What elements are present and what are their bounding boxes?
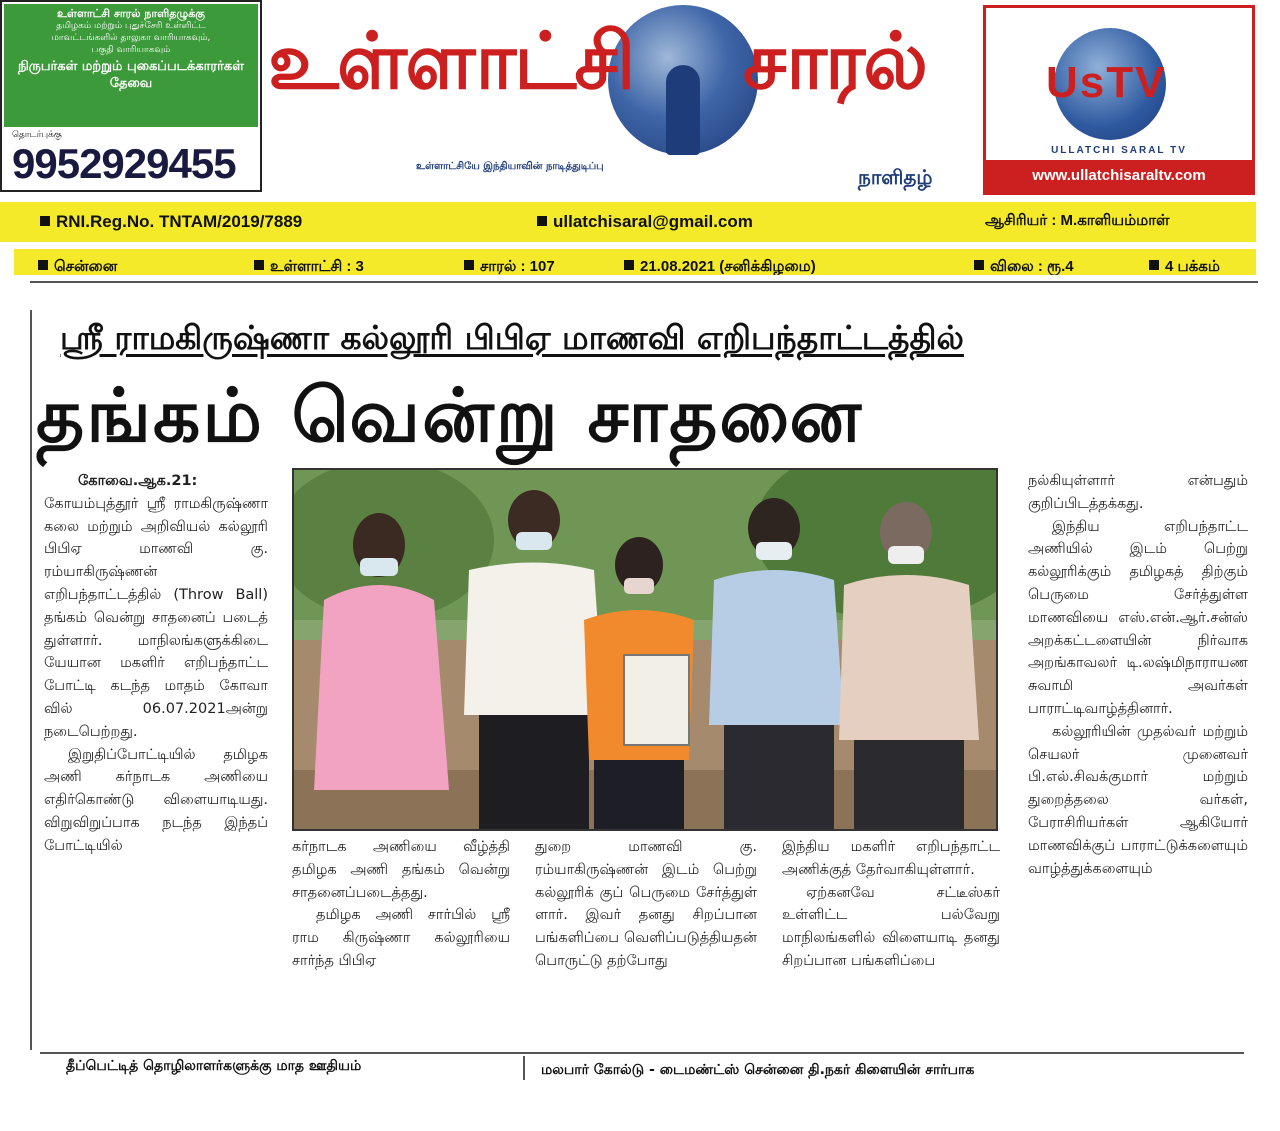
- article-photo: [292, 468, 998, 831]
- article-paragraph: நல்கியுள்ளார் என்பதும் குறிப்பிடத்தக்கது.: [1028, 473, 1248, 512]
- issue-number: சாரல் : 107: [464, 258, 555, 275]
- award-ceremony-photo: [294, 470, 996, 829]
- ad-highlight: நிருபர்கள் மற்றும் புகைப்படக்காரர்கள் தேவை: [18, 59, 244, 91]
- article-column-4: [782, 836, 1000, 973]
- article-paragraph: தமிழக அணி சார்பில் ஸ்ரீ ராம கிருஷ்ணா கல்லூரியை சார்ந்த பிபிஏ: [292, 907, 510, 969]
- article-paragraph: ஏற்கனவே சட்டீஸ்கர் உள்ளிட்ட பல்வேறு மாநிலங்களில் விளையாடி தனது சிறப்பான பங்களிப்பை: [782, 884, 1000, 969]
- article-paragraph: இந்திய எறிபந்தாட்ட அணியில் இடம் பெற்று கல்லூரிக்கும் தமிழகத் திற்கும் பெருமை சேர்த்துள்ள மாணவியை எஸ்.என்.ஆர்.சன்ஸ் அறக்கட்டளையின் நிர்வாக அறங்காவலர் டி.லஷ்மிநாராயண சுவாமி அவர்கள் பாராட்டிவாழ்த்தினார்.: [1028, 518, 1248, 717]
- bullet-square-icon: [537, 216, 547, 226]
- bullet-square-icon: [624, 260, 634, 270]
- issue-price: விலை : ரூ.4: [974, 258, 1074, 275]
- channel-logo: UsTV: [1046, 58, 1167, 107]
- article-kicker: ஸ்ரீ ராமகிருஷ்ணா கல்லூரி பிபிஏ மாணவி எறிபந்தாட்டத்தில்: [60, 318, 964, 357]
- bullet-square-icon: [464, 260, 474, 270]
- ad-line: தமிழகம் மற்றும் புதுச்சேரி உள்ளிட்ட: [56, 21, 206, 31]
- masthead-title-left: உள்ளாட்சி: [268, 17, 634, 107]
- recruitment-ad: [0, 0, 262, 192]
- bullet-square-icon: [40, 216, 50, 226]
- recruitment-ad-panel: [4, 4, 258, 127]
- ad-line: உள்ளாட்சி சாரல் நாளிதழுக்கு: [57, 7, 205, 20]
- article-paragraph: கோயம்புத்தூர் ஸ்ரீ ராமகிருஷ்ணா கலை மற்றும் அறிவியல் கல்லூரி பிபிஏ மாணவி கு. ரம்யாகிருஷ்ணன் எறிபந்தாட்டத்தில் (Throw Ball) தங்கம் வென்று சாதனைப் படைத் துள்ளார். மாநிலங்களுக்கிடை யேயான மகளிர் எறிபந்தாட்ட போட்டி கடந்த மாதம் கோவா வில் 06.07.2021அன்று நடைபெற்றது.: [44, 495, 268, 740]
- channel-name: ULLATCHI SARAL TV: [1051, 145, 1187, 156]
- article-column-2: [292, 836, 510, 973]
- issue-pages: 4 பக்கம்: [1149, 258, 1220, 275]
- article-paragraph: இந்திய மகளிர் எறிபந்தாட்ட அணிக்குத் தேர்வாகியுள்ளார்.: [782, 839, 1000, 878]
- article-column-3: [535, 836, 757, 973]
- channel-url: www.ullatchisaraltv.com: [986, 160, 1252, 192]
- registration-strip: [0, 202, 1256, 242]
- issue-strip: [14, 249, 1256, 275]
- article-paragraph: இறுதிப்போட்டியில் தமிழக அணி கர்நாடக அணியை எதிர்கொண்டு விளையாடியது. விறுவிறுப்பாக நடந்த இந்தப் போட்டியில்: [44, 746, 268, 854]
- article-dateline: கோவை.ஆக.21:: [78, 473, 198, 489]
- newspaper-masthead: [268, 5, 978, 195]
- editor-name: ஆசிரியர் : M.காளியம்மாள்: [985, 212, 1170, 229]
- next-article-headline: மலபார் கோல்டு - டைமண்ட்ஸ் சென்னை தி.நகர் கிளையின் சார்பாக: [541, 1062, 975, 1078]
- masthead-title-right: சாரல்: [743, 17, 926, 107]
- rni-number: RNI.Reg.No. TNTAM/2019/7889: [40, 212, 302, 232]
- article-paragraph: கர்நாடக அணியை வீழ்த்தி தமிழக அணி தங்கம் வென்று சாதனைப்படைத்தது.: [292, 839, 510, 901]
- page-rule: [30, 281, 1258, 283]
- contact-phone: 9952929455: [12, 140, 236, 187]
- column-rule: [523, 1056, 525, 1080]
- email-address: ullatchisaral@gmail.com: [537, 212, 753, 232]
- bullet-square-icon: [974, 260, 984, 270]
- ad-line: பகுதி வாரியாகவும்: [91, 45, 171, 55]
- column-rule: [30, 310, 32, 1050]
- next-article-headline: தீப்பெட்டித் தொழிலாளர்களுக்கு மாத ஊதியம்: [66, 1058, 362, 1074]
- masthead-daily-label: நாளிதழ்: [858, 165, 933, 189]
- bullet-square-icon: [254, 260, 264, 270]
- issue-date: 21.08.2021 (சனிக்கிழமை): [624, 258, 816, 275]
- bullet-square-icon: [38, 260, 48, 270]
- tv-channel-ad: [983, 5, 1255, 195]
- section-rule: [40, 1052, 1244, 1054]
- article-paragraph: துறை மாணவி கு. ரம்யாகிருஷ்ணன் இடம் பெற்று கல்லூரிக் குப் பெருமை சேர்த்துள் ளார். இவர் தனது சிறப்பான பங்களிப்பை வெளிப்படுத்தியதன் பொருட்டு தற்போது: [535, 839, 757, 969]
- bullet-square-icon: [1149, 260, 1159, 270]
- masthead-tagline: உள்ளாட்சியே இந்தியாவின் நாடித்துடிப்பு: [416, 161, 604, 172]
- issue-city: சென்னை: [38, 258, 117, 275]
- contact-label: தொடர்புக்கு: [12, 130, 62, 140]
- ad-line: மாவட்டங்களில் தாலுகா வாரியாகவும்,: [51, 33, 211, 43]
- pen-nib-icon: [666, 65, 700, 155]
- article-column-5: [1028, 470, 1248, 880]
- article-column-1: [44, 470, 268, 858]
- article-headline: தங்கம் வென்று சாதனை: [36, 373, 864, 459]
- issue-volume: உள்ளாட்சி : 3: [254, 258, 364, 275]
- article-paragraph: கல்லூரியின் முதல்வர் மற்றும் செயலர் முனைவர் பி.எல்.சிவக்குமார் மற்றும் துறைத்தலை வர்கள், பேராசிரியர்கள் ஆகியோர் மாணவிக்குப் பாராட்டுக்களையும் வாழ்த்துக்களையும்: [1028, 723, 1248, 877]
